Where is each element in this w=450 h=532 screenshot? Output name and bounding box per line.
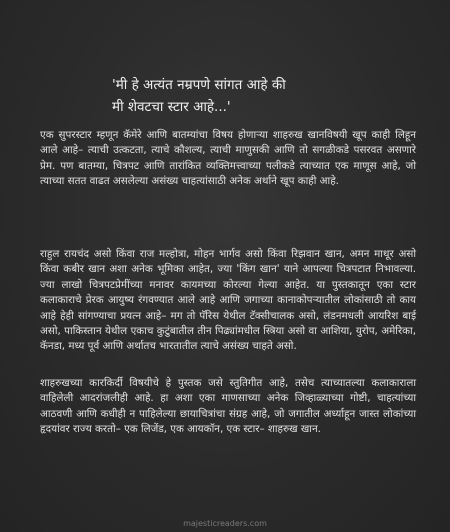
closing-paragraph: शाहरुखच्या कारकिर्दी विषयीचे हे पुस्तक जसे स्तुतिगीत आहे, तसेच त्याच्यातल्या कलाकाराला वाहिलेली आदरांजलीही आहे. हा अशा एका माणसाच्या अनेक जिव्हाळ्याच्या गोष्टी, चाहत्यांच्या आठवणी आणि कधीही न पाहिलेल्या छायाचित्रांचा संग्रह आहे, जो जगातील अर्ध्याहून जास्त लोकांच्या हृदयांवर राज्य करतो– एक लिजेंड, एक आयकॉन, एक स्टार– शाहरुख खान. <box>40 377 416 436</box>
footer-website: majesticreaders.com <box>183 519 267 528</box>
roles-paragraph: राहुल रायचंद असो किंवा राज मल्होत्रा, मोहन भार्गव असो किंवा रिझवान खान, अमन माथूर असो किंवा कबीर खान अशा अनेक भूमिका आहेत, ज्या 'किंग खान' याने आपल्या चित्रपटात निभावल्या. ज्या लाखो चित्रपटप्रेमींच्या मनावर कायमच्या कोरल्या गेल्या आहेत. या पुस्तकातून एका स्टार कलाकाराचे प्रेरक आयुष्य रंगवण्यात आले आहे आणि जगाच्या कानाकोपऱ्यातील लोकांसाठी तो काय आहे हेही सांगण्याचा प्रयत्न आहे– मग तो पॅरिस येथील टॅक्सीचालक असो, लंडनमधली आयरिश बाई असो, पाकिस्तान येथील एकाच कुटुंबातील तीन पिढ्यांमधील स्त्रिया असो वा आशिया, युरोप, अमेरिका, कॅनडा, मध्य पूर्व आणि अर्थातच भारतातील त्याचे असंख्य चाहते असो. <box>40 248 416 353</box>
pull-quote <box>112 74 412 118</box>
intro-paragraph: एक सुपरस्टार म्हणून कॅमेरे आणि बातम्यांचा विषय होणाऱ्या शाहरुख खानविषयी खूप काही लिहून आले आहे– त्याची उत्कटता, त्याचे कौशल्य, त्याची माणुसकी आणि तो सगळीकडे पसरवत असणारे प्रेम. पण बातम्या, चित्रपट आणि तारांकित व्यक्तिमत्त्वाच्या पलीकडे त्याच्यात एक माणूस आहे, जो त्याच्या सतत वाढत असलेल्या असंख्य चाहत्यांसाठी अनेक अर्थाने खूप काही आहे. <box>40 129 416 188</box>
quote-line-1: 'मी हे अत्यंत नम्रपणे सांगत आहे की <box>112 77 286 93</box>
quote-line-2: मी शेवटचा स्टार आहे...' <box>112 99 231 115</box>
